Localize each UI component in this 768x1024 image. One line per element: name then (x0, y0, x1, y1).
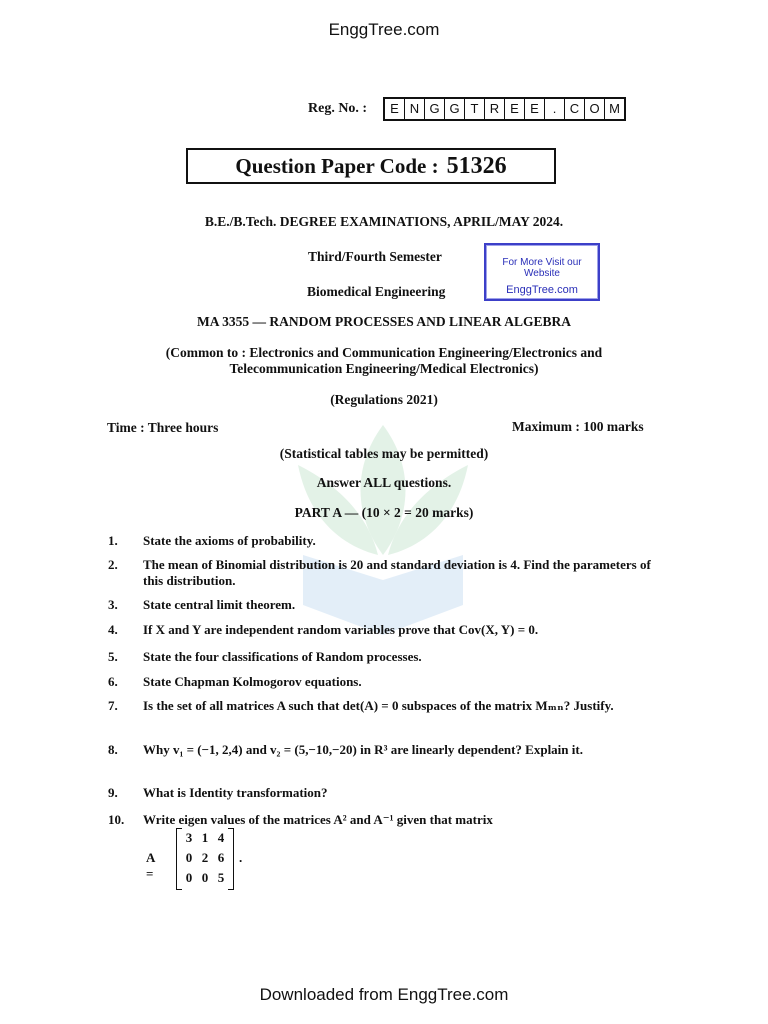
question-text: Why v₁ = (−1, 2,4) and v₂ = (5,−10,−20) in R³ are linearly dependent? Explain it. (143, 742, 583, 757)
part-a-heading: PART A — (10 × 2 = 20 marks) (294, 505, 474, 520)
reg-no-label: Reg. No. : (308, 101, 368, 116)
question-number: 5. (108, 649, 118, 664)
reg-no-boxes (383, 97, 626, 121)
question-text: Write eigen values of the matrices A² and A⁻¹ given that matrix (143, 812, 493, 827)
question-text: Is the set of all matrices A such that det(A) = 0 subspaces of the matrix Mₘₙ? Justify. (143, 698, 614, 713)
question-text: If X and Y are independent random variables prove that Cov(X, Y) = 0. (143, 622, 539, 637)
matrix-right-bracket (228, 828, 234, 890)
common-to-line-2: Telecommunication Engineering/Medical Electronics) (229, 361, 539, 376)
matrix-cell: 0 (185, 870, 193, 885)
question-text: The mean of Binomial distribution is 20 and standard deviation is 4. Find the parameters of this distribution. (143, 557, 651, 588)
reg-box: . (545, 99, 565, 119)
enggtree-watermark-logo (258, 405, 508, 655)
question-text: State central limit theorem. (143, 597, 296, 612)
site-header: EnggTree.com (328, 20, 440, 39)
common-to-line-1: (Common to : Electronics and Communication Engineering/Electronics and (165, 345, 603, 360)
reg-box: M (609, 101, 620, 116)
promo-line-1: For More Visit our Website (502, 257, 582, 279)
matrix-body (176, 828, 234, 888)
question-text: State the four classifications of Random processes. (143, 649, 422, 664)
matrix-cell: 1 (201, 830, 209, 845)
question-paper-code-box (186, 148, 556, 184)
question-number: 7. (108, 698, 118, 713)
reg-box: N (405, 99, 425, 119)
question-paper-code-label: Question Paper Code : (235, 153, 439, 178)
site-footer: Downloaded from EnggTree.com (259, 985, 509, 1004)
reg-box: E (505, 99, 525, 119)
matrix-cell: 3 (185, 830, 193, 845)
question-paper-code: 51326 (446, 152, 507, 179)
matrix-trailing-period: . (239, 850, 243, 865)
question-number: 8. (108, 742, 118, 757)
branch: Biomedical Engineering (307, 284, 446, 299)
reg-box: C (565, 99, 585, 119)
matrix-lhs: A = (146, 850, 155, 881)
tables-note: (Statistical tables may be permitted) (279, 446, 489, 461)
reg-box: R (485, 99, 505, 119)
question-number: 3. (108, 597, 118, 612)
regulations: (Regulations 2021) (330, 392, 438, 407)
question-number: 6. (108, 674, 118, 689)
website-promo-box[interactable] (484, 243, 600, 301)
reg-box: T (465, 99, 485, 119)
reg-box: E (525, 99, 545, 119)
question-text: State the axioms of probability. (143, 533, 316, 548)
question-number: 2. (108, 557, 118, 572)
exam-title: B.E./B.Tech. DEGREE EXAMINATIONS, APRIL/MAY 2024. (204, 214, 564, 229)
reg-box: G (445, 99, 465, 119)
course-title: MA 3355 — RANDOM PROCESSES AND LINEAR ALGEBRA (197, 314, 571, 329)
question-text: What is Identity transformation? (143, 785, 328, 800)
matrix-cell: 6 (217, 850, 225, 865)
question-number: 10. (108, 812, 125, 827)
reg-box: E (385, 99, 405, 119)
matrix-cell: 0 (185, 850, 193, 865)
max-marks: Maximum : 100 marks (512, 419, 644, 434)
matrix-cell: 5 (217, 870, 225, 885)
matrix-cell: 2 (201, 850, 209, 865)
exam-time: Time : Three hours (107, 420, 219, 435)
question-text: State Chapman Kolmogorov equations. (143, 674, 362, 689)
question-number: 9. (108, 785, 118, 800)
answer-all-instruction: Answer ALL questions. (316, 475, 452, 490)
matrix-cell: 4 (217, 830, 225, 845)
reg-box: O (585, 99, 605, 119)
reg-box: G (425, 99, 445, 119)
question-number: 4. (108, 622, 118, 637)
question-number: 1. (108, 533, 118, 548)
matrix-cell: 0 (201, 870, 209, 885)
semester: Third/Fourth Semester (308, 249, 442, 264)
promo-line-2: EnggTree.com (506, 284, 578, 296)
